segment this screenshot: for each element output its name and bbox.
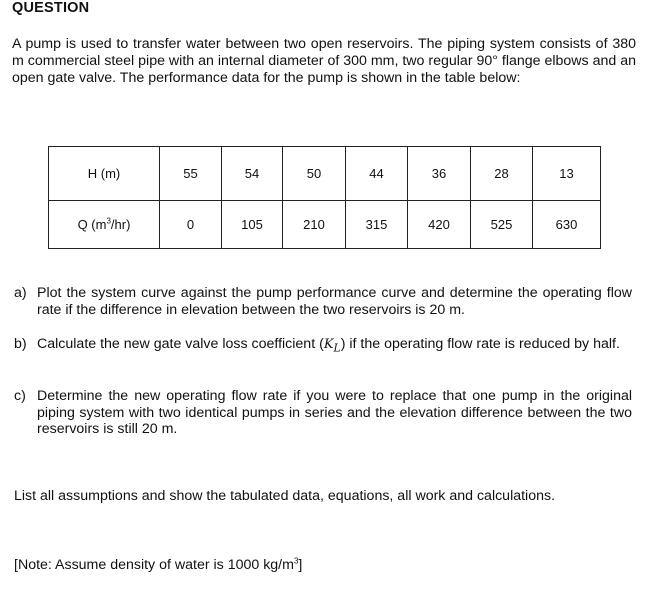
flow-value: 315	[346, 201, 408, 249]
instructions-text: List all assumptions and show the tabulated data, equations, all work and calculations.	[14, 488, 556, 504]
head-value: 50	[283, 147, 346, 201]
pump-performance-table	[48, 146, 601, 249]
question-part-a	[14, 285, 632, 318]
density-note: [Note: Assume density of water is 1000 $kg/m^3$]	[14, 556, 303, 573]
part-a-text: Plot the system curve against the pump performance curve and determine the operating flow rate if the difference in elevation between the two reservoirs is 20 m.	[37, 285, 632, 318]
flow-value: 0	[160, 201, 222, 249]
flow-value: 105	[222, 201, 283, 249]
table-row-head	[49, 147, 601, 201]
head-value: 55	[160, 147, 222, 201]
head-value: 13	[533, 147, 601, 201]
question-part-c	[14, 388, 632, 438]
flow-value: 210	[283, 201, 346, 249]
part-c-text: Determine the new operating flow rate if you were to replace that one pump in the original piping system with two identical pumps in series and the elevation difference between the two reservoirs is still 20 m.	[37, 388, 632, 437]
valve-loss-coefficient-symbol: $K_L$	[323, 337, 341, 355]
part-a-label: a)	[14, 285, 27, 301]
head-value: 54	[222, 147, 283, 201]
part-b-text: Calculate the new gate valve loss coefficient $(K_L)$ if the operating flow rate is reduced by half.	[37, 336, 620, 355]
head-value: 44	[346, 147, 408, 201]
head-label: H (m)	[49, 147, 160, 201]
flow-value: 525	[471, 201, 533, 249]
part-c-label: c)	[14, 388, 26, 404]
head-value: 36	[408, 147, 471, 201]
question-part-b	[14, 336, 632, 357]
head-value: 28	[471, 147, 533, 201]
table-row-flow	[49, 201, 601, 249]
flow-value: 630	[533, 201, 601, 249]
flow-label: Q $(m^3/hr)$	[49, 201, 160, 249]
part-b-label: b)	[14, 336, 27, 352]
flow-value: 420	[408, 201, 471, 249]
question-intro: A pump is used to transfer water between two open reservoirs. The piping system consists of 380 m commercial steel pipe with an internal diameter of 300 mm, two regular 90° flange elbows and an open gate valve. The performance data for the pump is shown in the table below:	[12, 36, 636, 86]
question-heading: QUESTION	[12, 0, 90, 16]
